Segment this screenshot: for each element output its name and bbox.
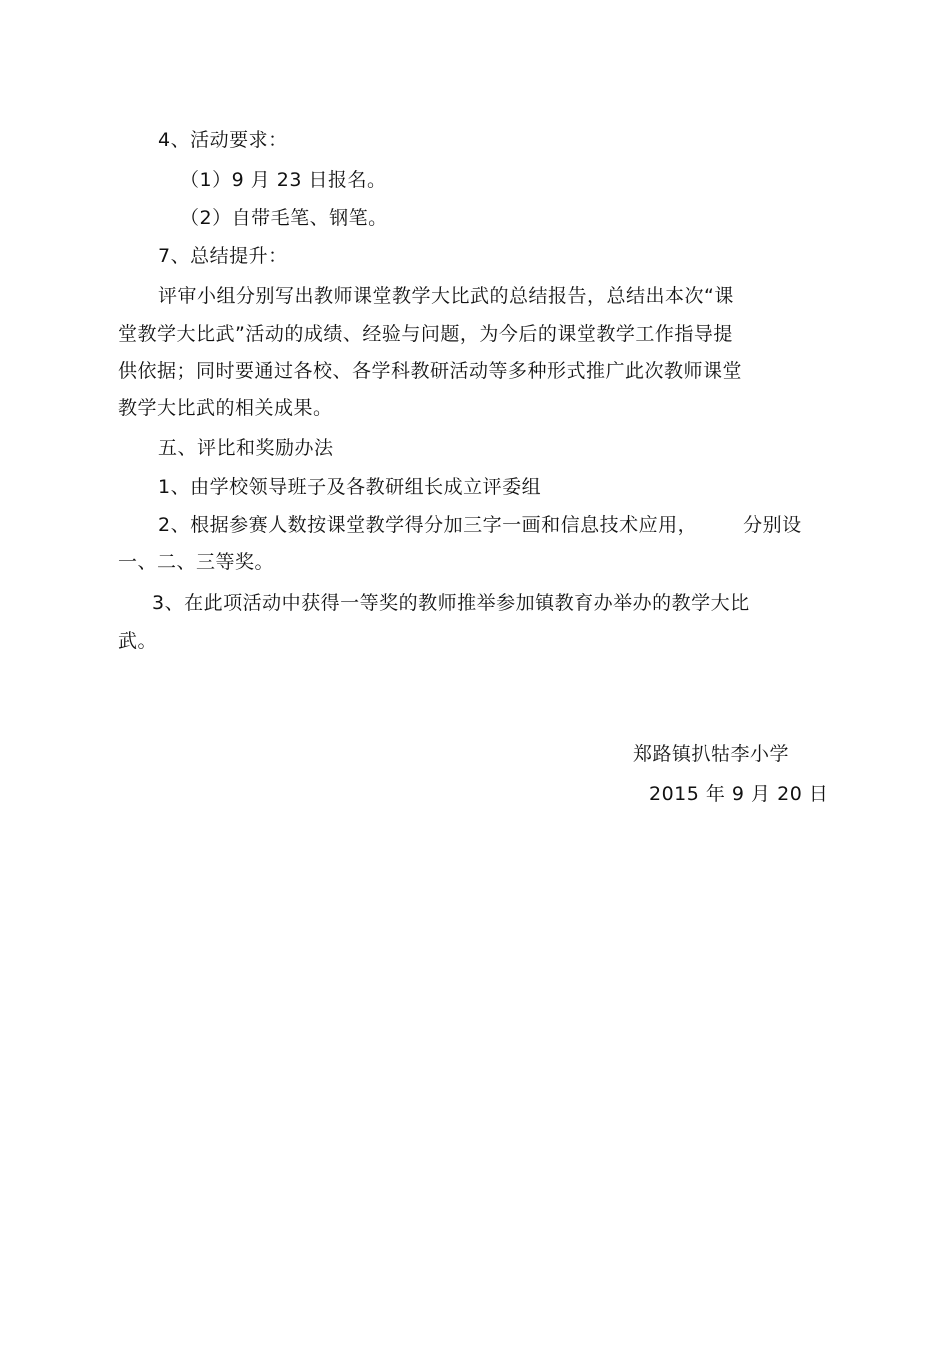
paragraph-line: 堂教学大比武”活动的成绩、经验与问题，为今后的课堂教学工作指导提 xyxy=(118,323,733,345)
heading-activity-requirements: 4、活动要求： xyxy=(158,129,288,151)
section-heading: 五、评比和奖励办法 xyxy=(158,437,334,459)
requirement-item-2: （2）自带毛笔、钢笔。 xyxy=(180,207,388,229)
heading-summary: 7、总结提升： xyxy=(158,245,288,267)
award-item-2 xyxy=(158,513,802,537)
paragraph-line: 供依据；同时要通过各校、各学科教研活动等多种形式推广此次教师课堂 xyxy=(118,360,743,382)
award-item-1: 1、由学校领导班子及各教研组长成立评委组 xyxy=(158,476,542,498)
signature-school: 郑路镇扒牯李小学 xyxy=(633,743,790,765)
award-item-3: 3、在此项活动中获得一等奖的教师推举参加镇教育办举办的教学大比 xyxy=(152,592,750,614)
paragraph-line: 一、二、三等奖。 xyxy=(118,551,275,573)
award-item-2-tail: 分别设 xyxy=(743,514,802,536)
signature-date: 2015 年 9 月 20 日 xyxy=(649,783,829,805)
paragraph-line: 武。 xyxy=(118,630,158,652)
award-item-2-text: 2、根据参赛人数按课堂教学得分加三字一画和信息技术应用， xyxy=(158,514,698,536)
requirement-item-1: （1）9 月 23 日报名。 xyxy=(180,169,387,191)
paragraph-line: 评审小组分别写出教师课堂教学大比武的总结报告，总结出本次“课 xyxy=(158,285,734,307)
paragraph-line: 教学大比武的相关成果。 xyxy=(118,397,333,419)
